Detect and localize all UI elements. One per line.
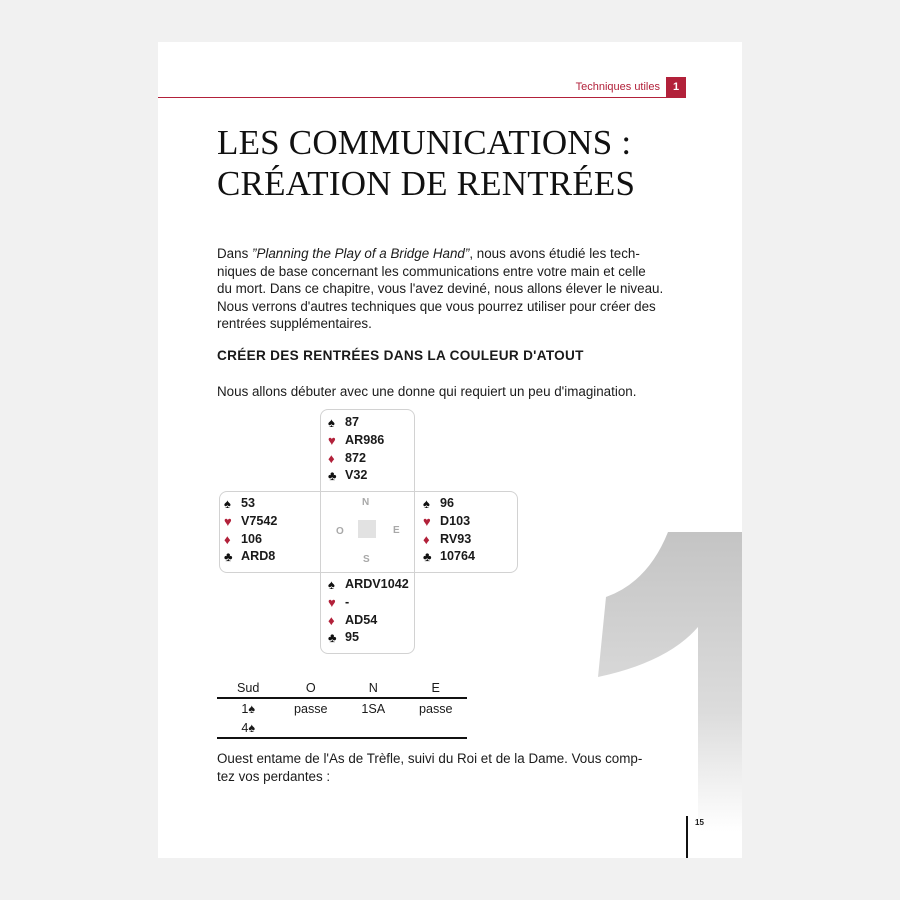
compass-east: E (393, 525, 400, 536)
page-title (217, 122, 635, 204)
header-divider (158, 97, 686, 98)
hand-east: ♠ 96 ♥ D103 ♦ RV93 ♣ 10764 (423, 496, 476, 565)
diamond-icon: ♦ (224, 531, 231, 547)
spade-icon: ♠ (328, 415, 335, 430)
hand-north: ♠ 87 ♥ AR986 ♦ 872 ♣ V32 (328, 415, 385, 484)
deal-intro: Nous allons débuter avec une donne qui requiert un peu d'imagination. (217, 384, 637, 399)
running-header: Techniques utiles (575, 81, 660, 93)
closing-paragraph: Ouest entame de l'As de Trèfle, suivi du Roi et de la Dame. Vous comp- tez vos perdantes : (217, 751, 643, 784)
title-line-2: CRÉATION DE RENTRÉES (217, 164, 636, 203)
book-title: ”Planning the Play of a Bridge Hand” (251, 246, 470, 261)
bidding-header-row: Sud O N E (237, 680, 440, 695)
title-line-1: LES COMMUNICATIONS : (217, 123, 632, 162)
hand-west: ♠ 53 ♥ V7542 ♦ 106 ♣ ARD8 (224, 496, 278, 565)
bidding-row: 1♠ passe 1SA passe (241, 701, 453, 716)
club-icon: ♣ (328, 468, 337, 484)
section-heading: CRÉER DES RENTRÉES DANS LA COULEUR D'ATOUT (217, 348, 584, 363)
diamond-icon: ♦ (328, 612, 335, 628)
chapter-badge: 1 (666, 77, 686, 97)
bidding-table (217, 678, 467, 739)
diamond-icon: ♦ (423, 531, 430, 547)
club-icon: ♣ (224, 549, 233, 565)
table-center (358, 520, 376, 538)
club-icon: ♣ (423, 549, 432, 565)
hand-south: ♠ ARDV1042 ♥ - ♦ AD54 ♣ 95 (328, 577, 409, 646)
spade-icon: ♠ (328, 577, 335, 592)
club-icon: ♣ (328, 630, 337, 646)
heart-icon: ♥ (328, 432, 336, 448)
page-number: 15 (695, 818, 704, 827)
heart-icon: ♥ (328, 594, 336, 610)
book-page (158, 42, 742, 858)
spade-icon: ♠ (423, 496, 430, 511)
compass-north: N (362, 497, 370, 508)
compass-south: S (363, 554, 370, 565)
heart-icon: ♥ (423, 513, 431, 529)
page-number-bar (686, 816, 688, 858)
bidding-footer-rule (217, 737, 467, 739)
bidding-row: 4♠ (241, 720, 256, 735)
heart-icon: ♥ (224, 513, 232, 529)
diamond-icon: ♦ (328, 450, 335, 466)
compass-west: O (336, 526, 344, 537)
spade-icon: ♠ (224, 496, 231, 511)
intro-paragraph: Dans ”Planning the Play of a Bridge Hand”, nous avons étudié les tech- niques de base concernant les communications entre votre main et celle du mort. Dans ce chapitre, vous l'avez deviné, nous allons élever le niveau. Nous verrons d'autres techniques que vous pourrez utiliser pour créer des rentrées supplémentaires. (217, 246, 664, 331)
